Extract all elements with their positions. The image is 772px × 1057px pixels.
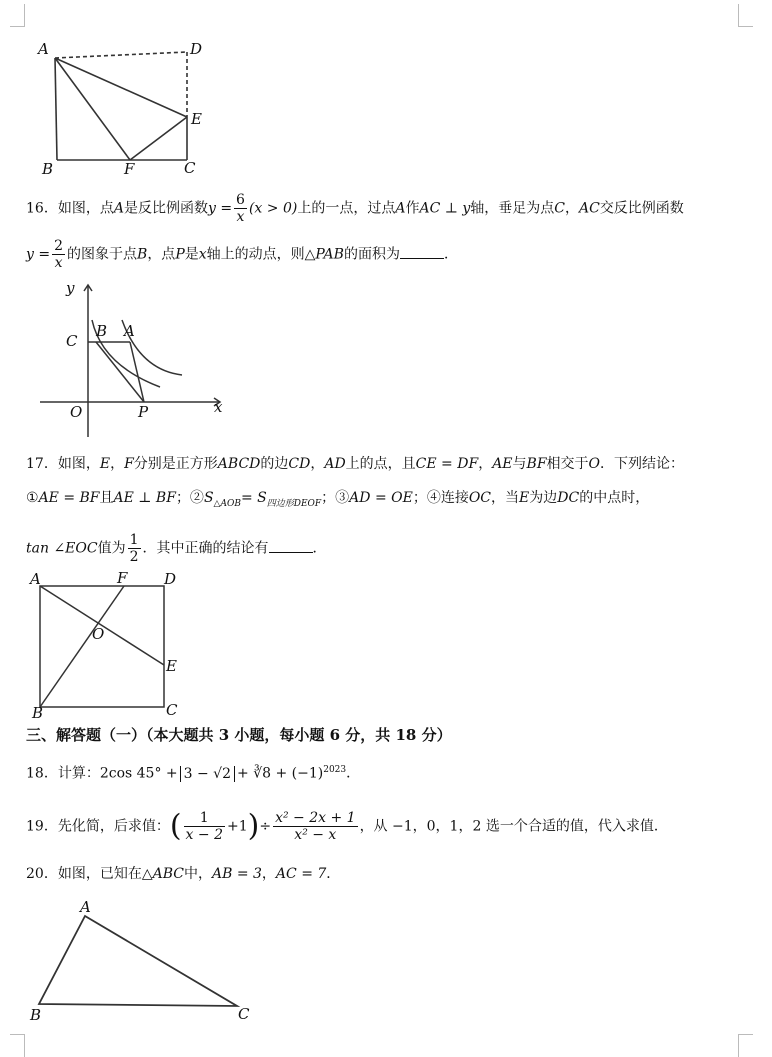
q20: 20．如图，已知在△ABC中，AB = 3，AC = 7．: [26, 866, 341, 882]
figure-q17: [28, 572, 188, 722]
q19: 19．先化简，后求值：( $\frac{1}{x - 2}$ +1)÷ $\frac{\text{x² − 2x + 1}}{\text{x² − x}}$ ，从 −1，0，1，2 选一个合适的值，代入求值．: [26, 808, 668, 844]
q17-line3: tan ∠EOC值为 $\frac{1}{2}$ ．其中正确的结论有 ．: [26, 532, 327, 565]
q17-number: 17．: [26, 456, 58, 472]
q16-fraction-6-over-x: $\frac{6}{x}$: [236, 192, 245, 225]
fig15-label-F: F: [124, 160, 135, 178]
fig17-label-O: O: [92, 625, 105, 643]
figure-q15: [25, 30, 215, 180]
fig16-label-A: A: [124, 322, 135, 340]
fig20-label-B: B: [30, 1006, 42, 1024]
fig15-label-D: D: [190, 40, 203, 58]
fig17-label-F: F: [117, 569, 128, 587]
fig17-label-A: A: [30, 570, 41, 588]
fig15-label-C: C: [184, 159, 196, 177]
q19-number: 19．: [26, 818, 58, 835]
fig15-label-A: A: [38, 40, 49, 58]
crop-mark-bottom-right: [738, 1034, 753, 1057]
q18-number: 18．: [26, 765, 58, 782]
q16-fraction-2-over-x: $\frac{2}{x}$: [54, 238, 64, 271]
q18: 18．计算：2cos 45° + 3 − √2 + ∛8 + $(-1)^{2023}$．: [26, 765, 361, 782]
q17-answer-blank: [269, 538, 313, 553]
fig20-label-A: A: [80, 898, 91, 916]
fig16-label-y: y: [66, 279, 75, 297]
q16-line1: 16．如图，点A是反比例函数y = $\frac{6}{x}$ (x > 0)上的一点，过点A作AC ⊥ y轴，垂足为点C，AC交反比例函数: [26, 192, 684, 225]
q16-answer-blank: [400, 244, 444, 259]
crop-mark-top-right: [738, 4, 753, 27]
fig17-label-C: C: [166, 701, 178, 719]
crop-mark-bottom-left: [10, 1034, 25, 1057]
figure-q20: [25, 900, 265, 1020]
fig16-label-x: x: [214, 398, 223, 416]
fig17-label-D: D: [164, 570, 177, 588]
section-3-heading: 三、解答题（一）（本大题共 3 小题，每小题 6 分，共 18 分）: [26, 726, 452, 744]
q19-fraction-quadratic: $\frac{\text{x² − 2x + 1}}{\text{x² − x}}$: [275, 810, 356, 843]
fig15-label-B: B: [42, 160, 54, 178]
crop-mark-top-left: [10, 4, 25, 27]
figure-q16: [30, 275, 230, 445]
q17-fraction-1-over-2: $\frac{1}{2}$: [129, 532, 139, 565]
fig15-label-E: E: [191, 110, 202, 128]
fig17-label-E: E: [166, 657, 177, 675]
q17-line2: ①AE = BF且AE ⊥ BF；$②S_{\triangle AOB}= S_{四边形DEOF}$；③AD = OE；④连接OC，当E为边DC的中点时，: [26, 490, 650, 509]
q16-number: 16．: [26, 200, 58, 217]
q20-number: 20．: [26, 866, 58, 882]
fig20-label-C: C: [238, 1005, 250, 1023]
fig16-label-C: C: [66, 332, 78, 350]
q18-absolute-value: 3 − √2: [180, 766, 235, 782]
fig16-label-P: P: [138, 403, 149, 421]
q19-fraction-1-over-x-minus-2: $\frac{1}{x - 2}$: [185, 810, 223, 843]
fig16-label-B: B: [96, 322, 108, 340]
q16-line2: y = $\frac{2}{x}$ 的图象于点B，点P是x轴上的动点，则△PAB的面积为 ．: [26, 238, 458, 271]
q17-line1: 17．如图，E，F分别是正方形ABCD的边CD，AD上的点，且CE = DF，AE与BF相交于O．下列结论：: [26, 456, 685, 472]
fig17-label-B: B: [32, 704, 44, 722]
fig16-label-O: O: [70, 403, 83, 421]
